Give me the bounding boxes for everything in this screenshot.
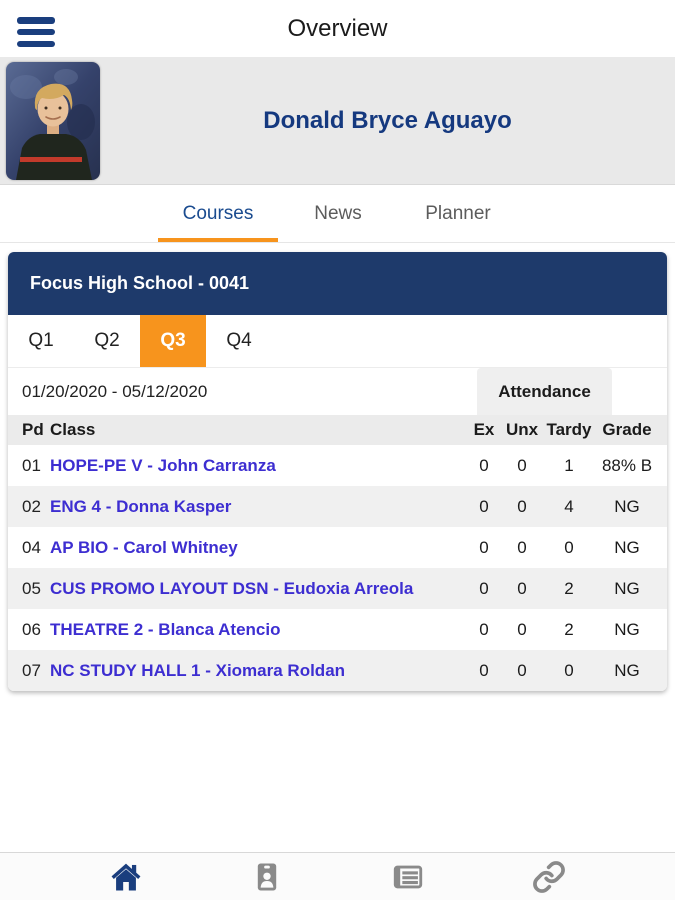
unexcused-count: 0: [517, 578, 527, 598]
id-card-icon: [250, 860, 284, 894]
class-link[interactable]: THEATRE 2 - Blanca Atencio: [50, 619, 281, 639]
class-link[interactable]: HOPE-PE V - John Carranza: [50, 455, 276, 475]
student-photo: [6, 62, 100, 180]
tardy-count: 0: [564, 660, 574, 680]
excused-count: 0: [479, 537, 489, 557]
period-row: [8, 368, 667, 415]
excused-count: 0: [479, 455, 489, 475]
tab-news[interactable]: News: [314, 202, 362, 224]
unexcused-count: 0: [517, 455, 527, 475]
unexcused-count: 0: [517, 496, 527, 516]
excused-count: 0: [479, 619, 489, 639]
excused-count: 0: [479, 660, 489, 680]
tab-courses[interactable]: Courses: [158, 185, 278, 242]
quarter-tabs: [8, 315, 667, 368]
table-header-row: [8, 415, 667, 445]
top-bar: [0, 0, 675, 57]
tardy-count: 1: [564, 455, 574, 475]
table-row: [8, 650, 667, 691]
period-number: 06: [22, 619, 41, 639]
grade-value: NG: [614, 496, 640, 516]
nav-id-card[interactable]: [196, 853, 337, 900]
link-icon: [532, 860, 566, 894]
unexcused-count: 0: [517, 619, 527, 639]
school-header: [8, 252, 667, 315]
period-number: 05: [22, 578, 41, 598]
tab-planner[interactable]: Planner: [425, 202, 491, 224]
grade-value: 88% B: [601, 455, 653, 475]
col-header-unx: Unx: [505, 420, 539, 439]
period-number: 04: [22, 537, 41, 557]
nav-home[interactable]: [55, 853, 196, 900]
grade-value: NG: [614, 578, 640, 598]
bottom-nav: [0, 852, 675, 900]
period-number: 02: [22, 496, 41, 516]
school-name: Focus High School - 0041: [30, 273, 250, 293]
tardy-count: 2: [564, 619, 574, 639]
date-range: 01/20/2020 - 05/12/2020: [22, 382, 208, 401]
quarter-tab-q1[interactable]: Q1: [28, 330, 54, 351]
col-header-class: Class: [50, 420, 96, 439]
nav-news[interactable]: [338, 853, 479, 900]
grade-value: NG: [614, 537, 640, 557]
page-title: Overview: [287, 15, 388, 42]
col-header-pd: Pd: [22, 420, 44, 439]
hamburger-menu-icon[interactable]: [17, 17, 55, 47]
student-header: [0, 57, 675, 185]
class-link[interactable]: ENG 4 - Donna Kasper: [50, 496, 232, 516]
excused-count: 0: [479, 578, 489, 598]
table-row: [8, 486, 667, 527]
quarter-tab-q2[interactable]: Q2: [94, 330, 120, 351]
excused-count: 0: [479, 496, 489, 516]
unexcused-count: 0: [517, 660, 527, 680]
table-row: [8, 527, 667, 568]
tardy-count: 2: [564, 578, 574, 598]
col-header-tardy: Tardy: [546, 420, 592, 439]
tardy-count: 0: [564, 537, 574, 557]
grade-value: NG: [614, 619, 640, 639]
table-row: [8, 609, 667, 650]
col-header-ex: Ex: [473, 420, 495, 439]
period-number: 07: [22, 660, 41, 680]
table-row: [8, 568, 667, 609]
student-name: Donald Bryce Aguayo: [263, 106, 512, 134]
nav-links[interactable]: [479, 853, 620, 900]
unexcused-count: 0: [517, 537, 527, 557]
tardy-count: 4: [564, 496, 574, 516]
quarter-tab-q4[interactable]: Q4: [226, 330, 252, 351]
col-header-grade: Grade: [602, 420, 652, 439]
courses-card: [8, 252, 667, 691]
class-link[interactable]: AP BIO - Carol Whitney: [50, 537, 238, 557]
main-tabs: [0, 185, 675, 243]
table-row: [8, 445, 667, 486]
period-number: 01: [22, 455, 41, 475]
grade-value: NG: [614, 660, 640, 680]
class-link[interactable]: NC STUDY HALL 1 - Xiomara Roldan: [50, 660, 346, 680]
home-icon: [109, 860, 143, 894]
quarter-tab-q3[interactable]: Q3: [140, 315, 206, 367]
attendance-header: Attendance: [477, 368, 612, 415]
class-link[interactable]: CUS PROMO LAYOUT DSN - Eudoxia Arreola: [50, 578, 414, 598]
news-icon: [391, 860, 425, 894]
